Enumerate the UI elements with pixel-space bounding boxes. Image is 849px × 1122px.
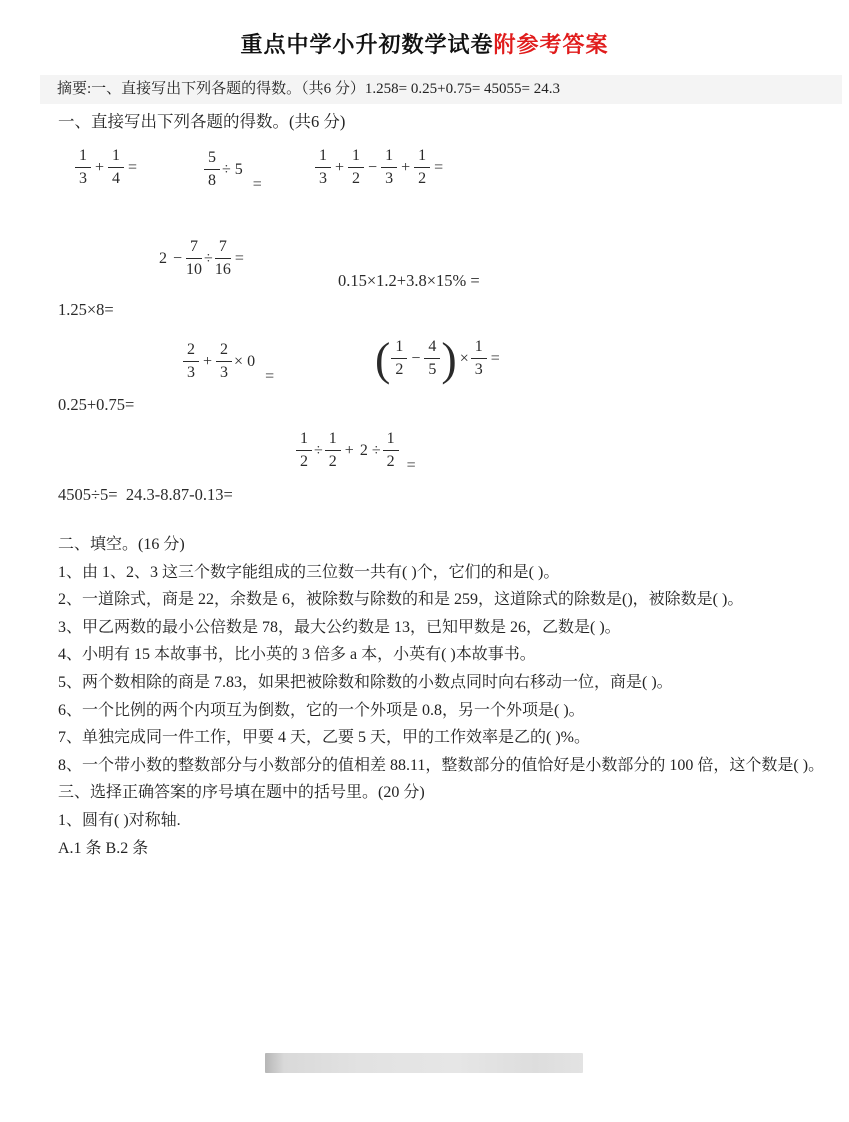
whole-number: 5 — [234, 160, 243, 178]
fraction — [471, 338, 487, 380]
denominator: 3 — [79, 170, 87, 188]
fraction — [183, 341, 199, 383]
fraction — [215, 238, 231, 280]
fraction — [414, 147, 430, 189]
denominator: 3 — [385, 170, 394, 188]
fraction — [424, 338, 440, 380]
title-text: 重点中学小升初数学试卷 — [240, 32, 494, 57]
denominator: 3 — [319, 170, 327, 188]
fraction — [391, 338, 407, 380]
equals-sign: = — [490, 349, 500, 367]
equals-sign: = — [265, 367, 275, 385]
operator: + — [95, 158, 105, 176]
fill-item-4: 4、小明有 15 本故事书，比小英的 3 倍多 a 本，小英有( )本故事书。 — [58, 646, 536, 664]
numerator: 1 — [381, 147, 397, 168]
math-expression-2 — [204, 149, 262, 191]
math-line-0-25plus: 0.25+0.75= — [58, 395, 135, 414]
operator: − — [173, 249, 183, 267]
whole-number: 0 — [247, 352, 256, 370]
denominator: 5 — [428, 361, 437, 379]
fraction — [381, 147, 397, 189]
denominator: 2 — [352, 170, 361, 188]
math-expression-1 — [75, 147, 141, 189]
section1-heading: 一、直接写出下列各题的得数。(共6 分) — [58, 112, 346, 131]
math-line-4505div5: 4505÷5= 24.3-8.87-0.13= — [58, 485, 233, 504]
numerator: 2 — [216, 341, 232, 362]
numerator: 1 — [383, 430, 399, 451]
numerator: 7 — [215, 238, 231, 259]
denominator: 3 — [187, 364, 195, 382]
numerator: 1 — [391, 338, 407, 359]
operator: + — [203, 352, 213, 370]
fill-item-2: 2、一道除式，商是 22，余数是 6，被除数与除数的和是 259，这道除式的除数是()，被除数是( )。 — [58, 591, 744, 609]
numerator: 1 — [315, 147, 331, 168]
whole-number: 2 — [359, 441, 368, 459]
operator: ÷ — [314, 441, 323, 459]
operator: ÷ — [204, 249, 213, 267]
fill-item-1: 1、由 1、2、3 这三个数字能组成的三位数一共有( )个，它们的和是( )。 — [58, 563, 560, 581]
fraction — [325, 430, 341, 472]
denominator: 2 — [418, 170, 427, 188]
fraction — [108, 147, 124, 189]
fill-item-3: 3、甲乙两数的最小公倍数是 78，最大公约数是 13，已知甲数是 26，乙数是( )。 — [58, 618, 621, 636]
numerator: 1 — [325, 430, 341, 451]
numerator: 1 — [75, 147, 91, 168]
section3-heading: 三、选择正确答案的序号填在题中的括号里。(20 分) — [58, 784, 425, 802]
fraction — [216, 341, 232, 383]
denominator: 2 — [386, 453, 395, 471]
equals-sign: = — [434, 158, 444, 176]
fraction — [383, 430, 399, 472]
summary-bar — [40, 75, 842, 104]
math-line-decimal-1: 0.15×1.2+3.8×15% = — [338, 271, 480, 290]
math-expression-4 — [157, 238, 248, 280]
equals-sign: = — [128, 158, 138, 176]
fraction — [186, 238, 202, 280]
title-answer-highlight: 附参考答案 — [493, 32, 609, 57]
math-line-1-25x8: 1.25×8= — [58, 300, 114, 319]
choice-options: A.1 条 B.2 条 — [58, 839, 149, 857]
fraction — [75, 147, 91, 189]
fraction — [296, 430, 312, 472]
fill-item-5: 5、两个数相除的商是 7.83，如果把被除数和除数的小数点同时向右移动一位，商是( )。 — [58, 673, 673, 691]
denominator: 3 — [474, 361, 483, 379]
numerator: 5 — [204, 149, 220, 170]
numerator: 1 — [471, 338, 487, 359]
numerator: 1 — [348, 147, 364, 168]
math-expression-6 — [183, 341, 274, 383]
fill-item-7: 7、单独完成同一件工作，甲要 4 天，乙要 5 天，甲的工作效率是乙的( )%。 — [58, 729, 590, 747]
denominator: 2 — [300, 453, 308, 471]
whole-number: 2 — [159, 249, 167, 267]
numerator: 7 — [186, 238, 202, 259]
numerator: 4 — [424, 338, 440, 359]
fraction — [348, 147, 364, 189]
left-paren: ( — [375, 332, 391, 385]
operator: − — [368, 158, 378, 176]
denominator: 16 — [214, 261, 231, 279]
math-expression-7 — [374, 332, 504, 385]
numerator: 2 — [183, 341, 199, 362]
equals-sign: = — [234, 249, 244, 267]
operator: + — [335, 158, 345, 176]
operator: ÷ — [222, 160, 231, 178]
equals-sign: = — [406, 456, 416, 474]
numerator: 1 — [296, 430, 312, 451]
operator: × — [234, 352, 244, 370]
choice-question-1: 1、圆有( )对称轴. — [58, 811, 181, 829]
fraction — [315, 147, 331, 189]
denominator: 4 — [112, 170, 121, 188]
denominator: 8 — [208, 172, 216, 190]
math-expression-3 — [315, 147, 447, 189]
numerator: 1 — [108, 147, 124, 168]
operator: + — [401, 158, 411, 176]
fraction — [204, 149, 220, 191]
operator: ÷ — [371, 441, 381, 459]
denominator: 2 — [395, 361, 404, 379]
right-paren: ) — [441, 332, 457, 385]
equals-sign: = — [252, 175, 262, 193]
questions-block — [58, 531, 846, 862]
page-title — [0, 28, 849, 59]
denominator: 10 — [186, 261, 203, 279]
denominator: 3 — [220, 364, 229, 382]
operator: + — [344, 441, 354, 459]
summary-text: 摘要:一、直接写出下列各题的得数。（共6 分）1.258= 0.25+0.75= 45055= 24.3 — [57, 81, 561, 97]
fill-item-6: 6、一个比例的两个内项互为倒数，它的一个外项是 0.8，另一个外项是( )。 — [58, 701, 585, 719]
operator: − — [411, 349, 421, 367]
fill-item-8: 8、一个带小数的整数部分与小数部分的值相差 88.11，整数部分的值恰好是小数部分的 100 倍，这个数是( )。 — [58, 756, 825, 774]
watermark-bar — [265, 1053, 583, 1073]
denominator: 2 — [328, 453, 337, 471]
numerator: 1 — [414, 147, 430, 168]
section2-heading: 二、填空。(16 分) — [58, 536, 185, 553]
math-expression-8 — [296, 430, 416, 472]
operator: × — [459, 349, 469, 367]
